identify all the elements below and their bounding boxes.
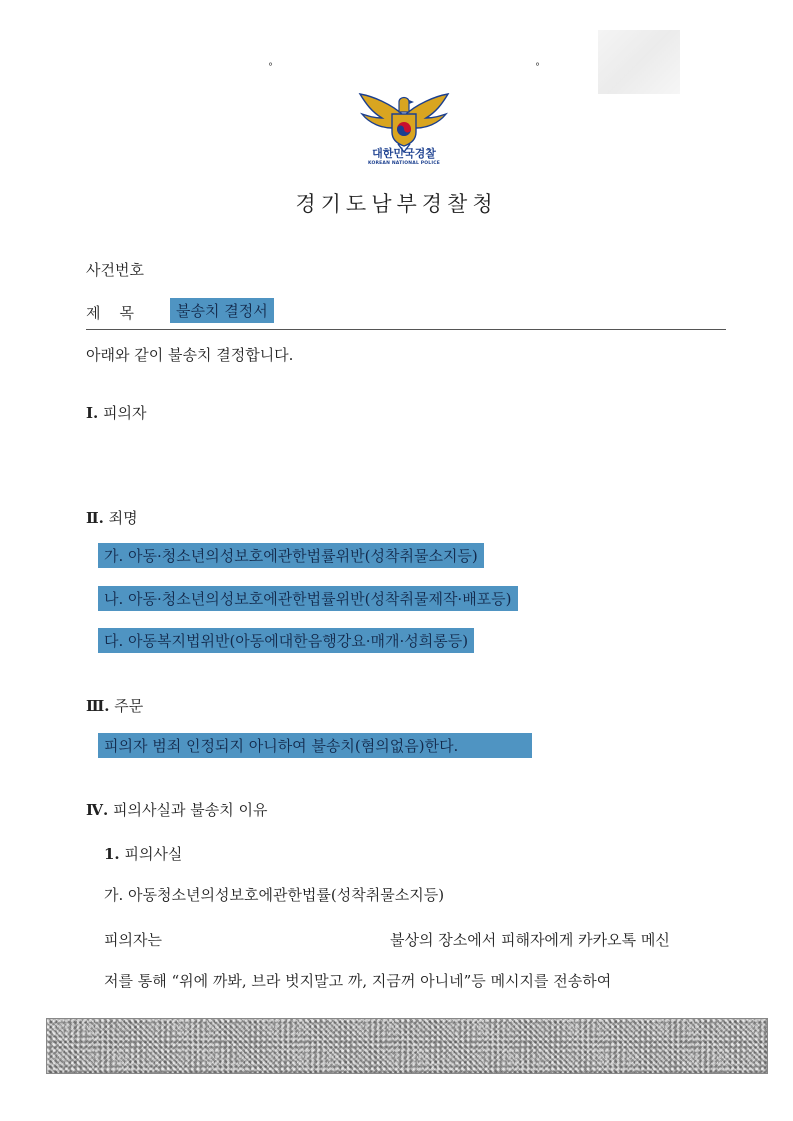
header-divider bbox=[86, 329, 726, 330]
fact-item-prefix: 가. bbox=[104, 886, 124, 904]
case-number-label: 사건번호 bbox=[86, 261, 144, 279]
section-4-heading bbox=[86, 799, 267, 820]
charge-item: 나. 아동·청소년의성보호에관한법률위반(성착취물제작·배포등) bbox=[98, 586, 518, 611]
section-1-heading bbox=[86, 402, 147, 423]
redacted-stamp bbox=[598, 30, 680, 94]
fact-item-heading bbox=[104, 884, 444, 905]
subsection-number: 1. bbox=[104, 845, 120, 863]
subsection-1-heading bbox=[104, 843, 182, 864]
section-title: 죄명 bbox=[108, 509, 138, 527]
order-text: 피의자 범죄 인정되지 아니하여 불송치(혐의없음)한다. bbox=[98, 733, 532, 758]
logo-subtext: KOREAN NATIONAL POLICE bbox=[367, 161, 441, 166]
section-numeral: Ⅰ. bbox=[86, 404, 99, 422]
section-numeral: Ⅲ. bbox=[86, 697, 110, 715]
charge-item: 다. 아동복지법위반(아동에대한음행강요·매개·성희롱등) bbox=[98, 628, 474, 653]
subject-value: 불송치 결정서 bbox=[170, 298, 274, 323]
section-title: 피의사실과 불송치 이유 bbox=[113, 801, 268, 819]
section-title: 주문 bbox=[114, 697, 144, 715]
logo-text: 대한민국경찰 bbox=[372, 147, 436, 160]
intro-text: 아래와 같이 불송치 결정합니다. bbox=[86, 346, 294, 364]
agency-title: 경기도남부경찰청 bbox=[295, 192, 498, 216]
section-title: 피의자 bbox=[103, 404, 147, 422]
fact-para-part1: 피의자는 bbox=[104, 931, 162, 949]
subsection-title: 피의사실 bbox=[124, 845, 183, 863]
section-2-heading bbox=[86, 507, 138, 528]
section-3-heading bbox=[86, 695, 143, 716]
mark-dot: ° bbox=[535, 62, 540, 73]
mark-dot: ° bbox=[268, 62, 273, 73]
fact-para-part2: 불상의 장소에서 피해자에게 카카오톡 메신 bbox=[390, 931, 670, 949]
charge-item: 가. 아동·청소년의성보호에관한법률위반(성착취물소지등) bbox=[98, 543, 484, 568]
redacted-region bbox=[46, 1018, 768, 1074]
fact-para-line2: 저를 통해 “위에 까봐, 브라 벗지말고 까, 지금꺼 아니네”등 메시지를 전송하여 bbox=[104, 972, 612, 990]
section-numeral: Ⅳ. bbox=[86, 801, 109, 819]
fact-item-text: 아동청소년의성보호에관한법률(성착취물소지등) bbox=[128, 886, 445, 904]
subject-label: 제 목 bbox=[86, 304, 135, 322]
section-numeral: Ⅱ. bbox=[86, 509, 104, 527]
